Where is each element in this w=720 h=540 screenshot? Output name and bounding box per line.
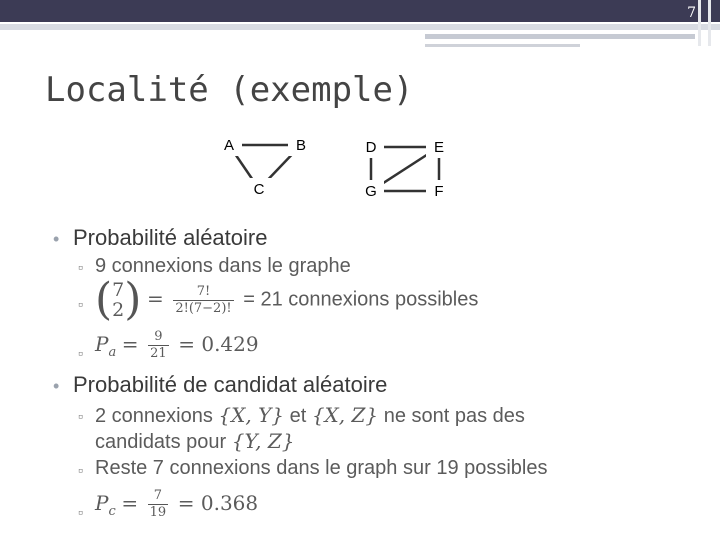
graph-node-E: E <box>433 139 445 156</box>
bullet-marker: ▫ <box>78 345 83 361</box>
equals-sign: = <box>147 286 164 311</box>
binomial-left-paren: ( <box>95 274 113 325</box>
page-number: 7 <box>687 5 696 21</box>
section1-item3 <box>95 329 259 362</box>
probability-variable: P <box>95 331 109 356</box>
binomial-right-paren: ) <box>124 274 142 325</box>
section2-item1-line2 <box>95 429 294 454</box>
set-xy: {X, Y} <box>218 403 285 427</box>
equals-sign: = <box>121 331 139 356</box>
section2-item1-line1 <box>95 403 525 428</box>
fraction-numerator: 7! <box>173 284 233 301</box>
section1-heading: Probabilité aléatoire <box>73 225 268 250</box>
result-text: = 0.429 <box>178 331 259 356</box>
fraction <box>148 329 169 362</box>
text-segment: ne sont pas des <box>378 405 525 427</box>
probability-subscript: a <box>108 344 117 360</box>
probability-subscript: c <box>108 503 116 519</box>
text-segment: candidats pour <box>95 431 232 453</box>
section2-item3 <box>95 488 258 521</box>
fraction-denominator: 2!(7−2)! <box>175 300 232 316</box>
text-segment: et <box>284 405 312 427</box>
probability-variable: P <box>95 490 109 515</box>
text-segment: 2 connexions <box>95 405 219 427</box>
fraction-denominator: 19 <box>149 505 167 520</box>
fraction-denominator: 21 <box>150 346 167 361</box>
bullet-marker: • <box>53 229 60 249</box>
graph-node-C: C <box>253 181 265 198</box>
section2-heading: Probabilité de candidat aléatoire <box>73 372 388 397</box>
bullet-marker: ▫ <box>78 462 83 478</box>
result-text: = 0.368 <box>177 490 259 515</box>
section2-item2: Reste 7 connexions dans le graph sur 19 possibles <box>95 457 548 479</box>
fraction-numerator: 7 <box>148 488 169 505</box>
bullet-marker: ▫ <box>78 259 83 275</box>
fraction <box>148 488 169 521</box>
graph-node-F: F <box>434 183 444 200</box>
section1-item2 <box>95 274 479 325</box>
fraction <box>173 284 233 317</box>
section1-item1: 9 connexions dans le graphe <box>95 255 351 277</box>
graph-node-A: A <box>223 137 235 154</box>
set-xz: {X, Z} <box>311 403 379 427</box>
binomial-top: 7 <box>112 279 125 301</box>
bullet-marker: ▫ <box>78 296 83 312</box>
binomial <box>112 280 124 320</box>
graph-node-G: G <box>365 183 377 200</box>
bullet-marker: ▫ <box>78 504 83 520</box>
graph-node-B: B <box>295 137 307 154</box>
bullet-marker: • <box>53 376 60 396</box>
slide-title: Localité (exemple) <box>45 70 414 110</box>
set-yz: {Y, Z} <box>231 429 295 453</box>
binomial-bottom: 2 <box>112 299 125 321</box>
graph-node-D: D <box>365 139 377 156</box>
equals-sign: = <box>121 490 139 515</box>
bullet-marker: ▫ <box>78 408 83 424</box>
result-text: = 21 connexions possibles <box>243 288 479 311</box>
fraction-numerator: 9 <box>148 329 169 346</box>
